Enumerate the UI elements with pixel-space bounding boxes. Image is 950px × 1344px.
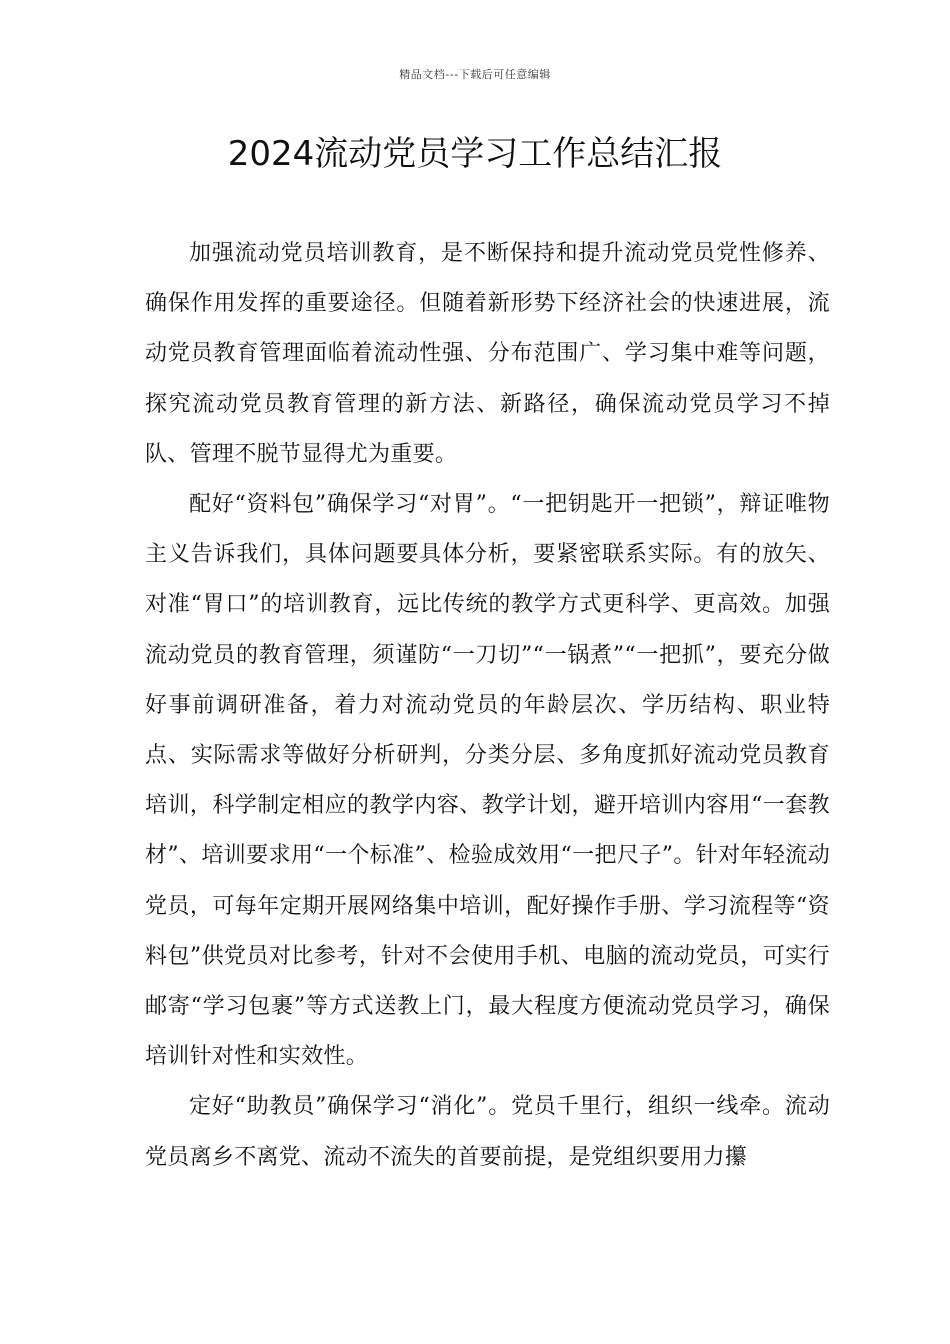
document-title: 2024流动党员学习工作总结汇报 (227, 134, 723, 174)
paragraph-1: 加强流动党员培训教育，是不断保持和提升流动党员党性修养、确保作用发挥的重要途径。但随着新形势下经济社会的快速进展，流动党员教育管理面临着流动性强、分布范围广、学习集中难等问题，探究流动党员教育管理的新方法、新路径，确保流动党员学习不掉队、管理不脱节显得尤为重要。 (145, 241, 830, 467)
paragraph-3: 定好“助教员”确保学习“消化”。党员千里行，组织一线牵。流动党员离乡不离党、流动不流失的首要前提，是党组织要用力攥 (145, 1094, 830, 1170)
paragraph-2: 配好“资料包”确保学习“对胃”。“一把钥匙开一把锁”，辩证唯物主义告诉我们，具体问题要具体分析，要紧密联系实际。有的放矢、对准“胃口”的培训教育，远比传统的教学方式更科学、更高效。加强流动党员的教育管理，须谨防“一刀切”“一锅煮”“一把抓”，要充分做好事前调研准备，着力对流动党员的年龄层次、学历结构、职业特点、实际需求等做好分析研判，分类分层、多角度抓好流动党员教育培训，科学制定相应的教学内容、教学计划，避开培训内容用“一套教材”、培训要求用“一个标准”、检验成效用“一把尺子”。针对年轻流动党员，可每年定期开展网络集中培训，配好操作手册、学习流程等“资料包”供党员对比参考，针对不会使用手机、电脑的流动党员，可实行邮寄“学习包裹”等方式送教上门，最大程度方便流动党员学习，确保培训针对性和实效性。 (145, 492, 830, 1070)
document-body (145, 229, 830, 1183)
header-note: 精品文档---下载后可任意编辑 (399, 68, 551, 81)
